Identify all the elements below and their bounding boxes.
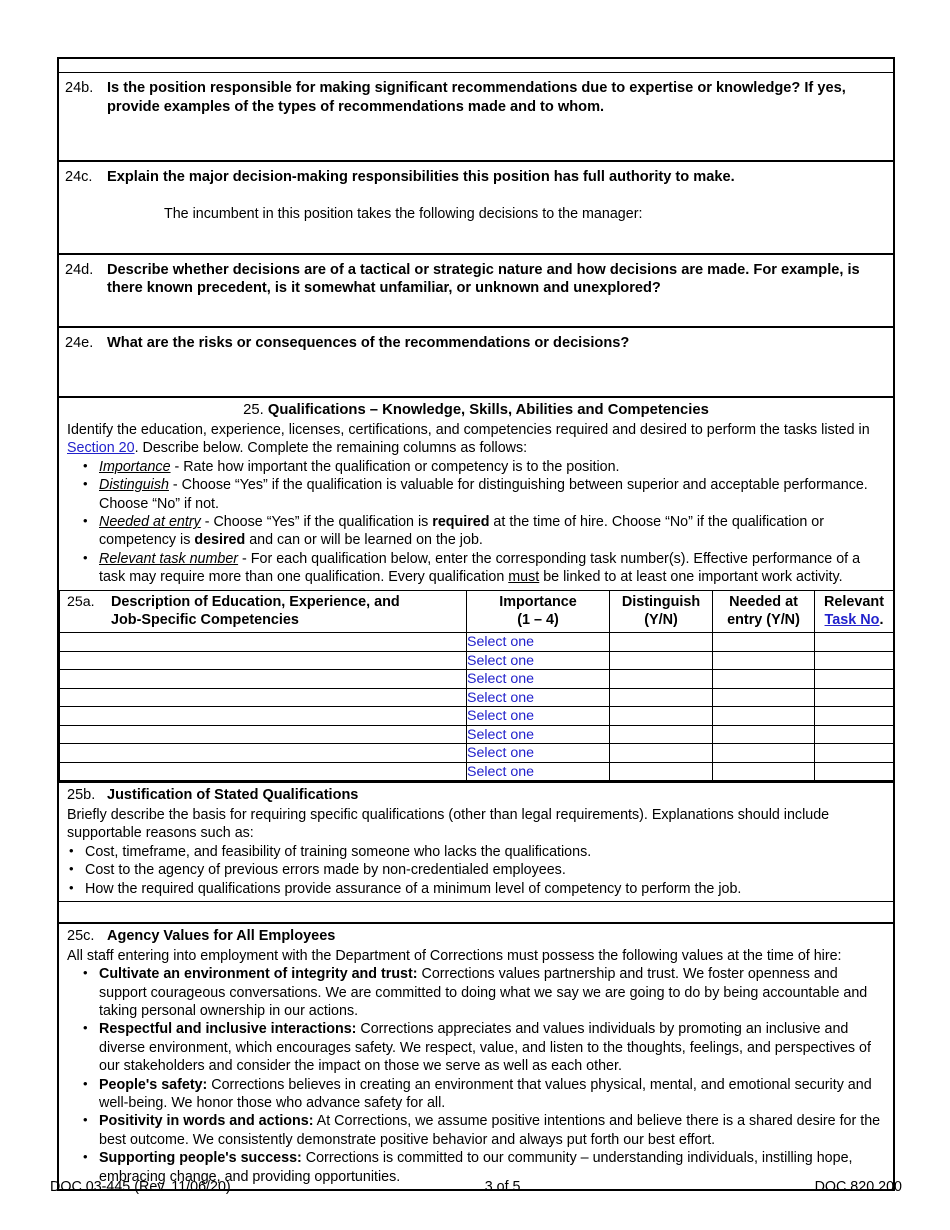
col-header-importance-line1: Importance [499,593,577,610]
cell-needed-at-entry[interactable] [713,762,815,781]
question-24b-answer[interactable] [59,120,893,160]
section-25b-title: Justification of Stated Qualifications [107,787,359,804]
cell-needed-at-entry[interactable] [713,707,815,726]
cell-distinguish[interactable] [610,762,713,781]
qualifications-table [59,591,894,782]
cell-importance-select[interactable]: Select one [467,651,610,670]
bullet-needed-text1: - Choose “Yes” if the qualification is [200,514,433,531]
section-25-heading: Qualifications – Knowledge, Skills, Abilities and Competencies [267,402,709,418]
cell-description[interactable] [60,688,467,707]
section-25b-number: 25b. [67,787,96,804]
question-24c-number: 24c. [65,169,93,185]
agency-value-item [81,1076,887,1113]
bullet-importance [81,458,887,476]
agency-value-label: Cultivate an environment of integrity and trust: [99,966,418,983]
table-row [60,670,894,689]
question-block-24b [59,73,893,162]
section-25-number: 25. [243,402,264,418]
question-24d-prompt: Describe whether decisions are of a tactical or strategic nature and how decisions are made. For example, is there known precedent, is it somewhat unfamiliar, or unknown and unexplored? [107,261,860,296]
section-25b-bullet: • Cost to the agency of previous errors made by non-credentialed employees. [67,861,887,879]
cell-needed-at-entry[interactable] [713,651,815,670]
bullet-distinguish-text: - Choose “Yes” if the qualification is valuable for distinguishing between superior and acceptable performance. Choose “No” if not. [99,477,868,512]
question-24e-number: 24e. [65,334,94,351]
cell-description[interactable] [60,744,467,763]
agency-value-text: At Corrections, we assume positive intentions and believe there is a shared desire for the best outcome. We consistently demonstrate positive behavior and always put forth our best effort. [99,1113,881,1148]
col-header-relevant-task-no [815,591,894,633]
question-24e-row [59,328,893,357]
section-25-block [59,398,893,591]
col-header-importance-line2: (1 – 4) [517,612,559,629]
cell-importance-select[interactable]: Select one [467,744,610,763]
section-25c-number: 25c. [67,928,95,945]
question-24b-number: 24b. [65,80,94,96]
agency-value-label: Supporting people's success: [99,1150,302,1167]
top-blank-strip [59,59,893,73]
cell-relevant-task-no[interactable] [815,762,894,781]
section-25-intro-after-link: . Describe below. Complete the remaining columns as follows: [134,440,528,457]
col-header-description-line1: Description of Education, Experience, and [111,593,400,610]
cell-distinguish[interactable] [610,633,713,652]
cell-importance-select[interactable]: Select one [467,707,610,726]
table-row [60,744,894,763]
cell-needed-at-entry[interactable] [713,725,815,744]
question-block-24d [59,255,893,328]
col-header-needed-at-entry [713,591,815,633]
agency-value-text: Corrections believes in creating an environment that values physical, mental, and emotional security and well-being. We honor those who advance safety for all. [99,1076,872,1111]
agency-value-text: Corrections appreciates and values individuals by promoting an inclusive and diverse environment, which encourages safety. We respect, value, and listen to the thoughts, feelings, and perspectives of our stakeholders and consider the impact on those we serve as well as each other. [99,1021,871,1075]
relevant-task-no-link[interactable]: Task No [824,612,880,629]
question-24c-prompt: Explain the major decision-making responsibilities this position has full authority to make. [107,169,735,185]
section-25b-bullet: • How the required qualifications provide assurance of a minimum level of competency to perform the job. [67,880,887,898]
cell-description[interactable] [60,725,467,744]
agency-value-label: People's safety: [99,1076,208,1093]
bullet-relevant-text1: - For each qualification below, enter the corresponding task number(s). Effective performance of a task may require more than one qualification. Every qualification [99,550,861,586]
cell-distinguish[interactable] [610,744,713,763]
section-20-link[interactable]: Section 20 [67,440,135,457]
cell-importance-select[interactable]: Select one [467,670,610,689]
cell-needed-at-entry[interactable] [713,744,815,763]
agency-value-text: Corrections values partnership and trust. We foster openness and support courageous conversations. We are committed to doing what we say we are going to do by being accountable and taking personal ownership in our actions. [99,966,868,1019]
page-footer [50,1178,902,1196]
cell-description[interactable] [60,670,467,689]
section-25-title [59,398,893,421]
question-24d-row [59,255,893,302]
table-row [60,651,894,670]
section-25b-bullet-list [67,843,887,898]
section-25b-bullet: • Cost, timeframe, and feasibility of training someone who lacks the qualifications. [67,843,887,861]
section-25a-block [59,591,893,784]
question-24d-number: 24d. [65,261,94,278]
question-block-24c [59,162,893,255]
col-header-description [60,591,467,633]
col-header-distinguish-line2: (Y/N) [644,612,678,629]
bullet-relevant-task-number [81,550,887,587]
bullet-needed-text3: and can or will be learned on the job. [245,532,483,549]
col-header-description-line2: Job-Specific Competencies [111,612,299,629]
cell-relevant-task-no[interactable] [815,651,894,670]
bullet-importance-text: - Rate how important the qualification or competency is to the position. [170,458,620,475]
section-25b-heading-row [59,783,893,806]
cell-distinguish[interactable] [610,651,713,670]
cell-description[interactable] [60,633,467,652]
section-25b-block [59,783,893,902]
section-25-intro-paragraph [67,421,887,458]
cell-distinguish[interactable] [610,707,713,726]
question-24b-prompt: Is the position responsible for making significant recommendations due to expertise or knowledge? If yes, provide examples of the types of recommendations made and to whom. [107,80,846,115]
agency-values-list [67,965,887,1186]
agency-value-item [81,1112,887,1149]
bullet-relevant-term: Relevant task number [99,550,239,567]
cell-needed-at-entry[interactable] [713,633,815,652]
bullet-distinguish [81,476,887,513]
cell-description[interactable] [60,707,467,726]
footer-form-number: DOC 03-445 (Rev. 11/06/20) [50,1179,231,1195]
question-24c-row [59,162,893,191]
bullet-needed-bold-required: required [432,514,490,531]
table-row [60,707,894,726]
cell-importance-select[interactable]: Select one [467,725,610,744]
col-header-distinguish-line1: Distinguish [621,593,701,610]
cell-importance-select[interactable]: Select one [467,633,610,652]
qualifications-header-row [60,591,894,633]
qual-table-row-number: 25a. [67,593,95,610]
cell-needed-at-entry[interactable] [713,670,815,689]
section-25b-body [59,806,893,901]
section-25c-body [59,947,893,1189]
cell-distinguish[interactable] [610,670,713,689]
position-description-form [57,57,895,1191]
col-header-importance [467,591,610,633]
table-row [60,762,894,781]
section-25-intro-before-link: Identify the education, experience, licenses, certifications, and competencies required and desired to perform the tasks listed in [67,422,870,438]
cell-distinguish[interactable] [610,725,713,744]
bullet-relevant-underline-must: must [508,569,540,586]
question-24d-answer[interactable] [59,302,893,326]
question-24e-prompt: What are the risks or consequences of the recommendations or decisions? [107,334,630,351]
table-row [60,725,894,744]
cell-distinguish[interactable] [610,688,713,707]
table-row [60,633,894,652]
cell-relevant-task-no[interactable] [815,725,894,744]
bullet-importance-term: Importance [99,458,171,475]
cell-relevant-task-no[interactable] [815,670,894,689]
section-25-bullet-list [67,458,887,587]
footer-policy-number: DOC 820.200 [814,1179,902,1195]
qualifications-table-body [60,633,894,781]
cell-relevant-task-no[interactable] [815,707,894,726]
cell-relevant-task-no[interactable] [815,744,894,763]
cell-importance-select[interactable]: Select one [467,762,610,781]
cell-description[interactable] [60,762,467,781]
col-header-distinguish [610,591,713,633]
bullet-relevant-text2: be linked to at least one important work activity. [539,569,843,586]
bullet-needed-bold-desired: desired [194,532,246,549]
section-25c-block [59,924,893,1189]
section-25b-intro: Briefly describe the basis for requiring specific qualifications (other than legal requirements). Explanations should include supportable reasons such as: [67,807,830,842]
footer-page-number: 3 of 5 [484,1179,521,1195]
col-header-relevant-line1: Relevant [824,593,884,610]
agency-value-item [81,1020,887,1075]
question-24c-answer[interactable]: The incumbent in this position takes the following decisions to the manager: [164,205,643,222]
col-header-needed-line2: entry (Y/N) [727,612,800,629]
agency-value-item [81,965,887,1020]
cell-relevant-task-no[interactable] [815,633,894,652]
agency-value-label: Respectful and inclusive interactions: [99,1021,357,1038]
question-block-24e [59,328,893,399]
col-header-relevant-suffix: . [879,612,884,629]
agency-value-label: Positivity in words and actions: [99,1113,314,1130]
cell-description[interactable] [60,651,467,670]
question-24c-gap [59,191,893,205]
cell-needed-at-entry[interactable] [713,688,815,707]
section-25c-heading-row [59,924,893,947]
question-24c-answer-space [59,229,893,253]
table-row [60,688,894,707]
section-25c-title: Agency Values for All Employees [107,928,336,945]
question-24e-answer[interactable] [59,356,893,396]
cell-relevant-task-no[interactable] [815,688,894,707]
bullet-needed-at-entry [81,513,887,550]
bullet-distinguish-term: Distinguish [99,477,169,494]
col-header-needed-line1: Needed at [729,593,798,610]
bullet-needed-term: Needed at entry [99,514,201,531]
qualifications-table-head [60,591,894,633]
section-25c-intro: All staff entering into employment with the Department of Corrections must possess the following values at the time of hire: [67,947,842,964]
cell-importance-select[interactable]: Select one [467,688,610,707]
agency-value-text: Corrections is committed to our community – understanding individuals, instilling hope, embracing change, and providing opportunities. [99,1150,853,1185]
section-25-instructions [59,421,893,590]
bullet-needed-text2: at the time of hire. Choose “No” if the qualification or competency is [99,514,825,549]
section-25b-answer-area[interactable] [59,902,893,924]
question-24b-row [59,73,893,120]
